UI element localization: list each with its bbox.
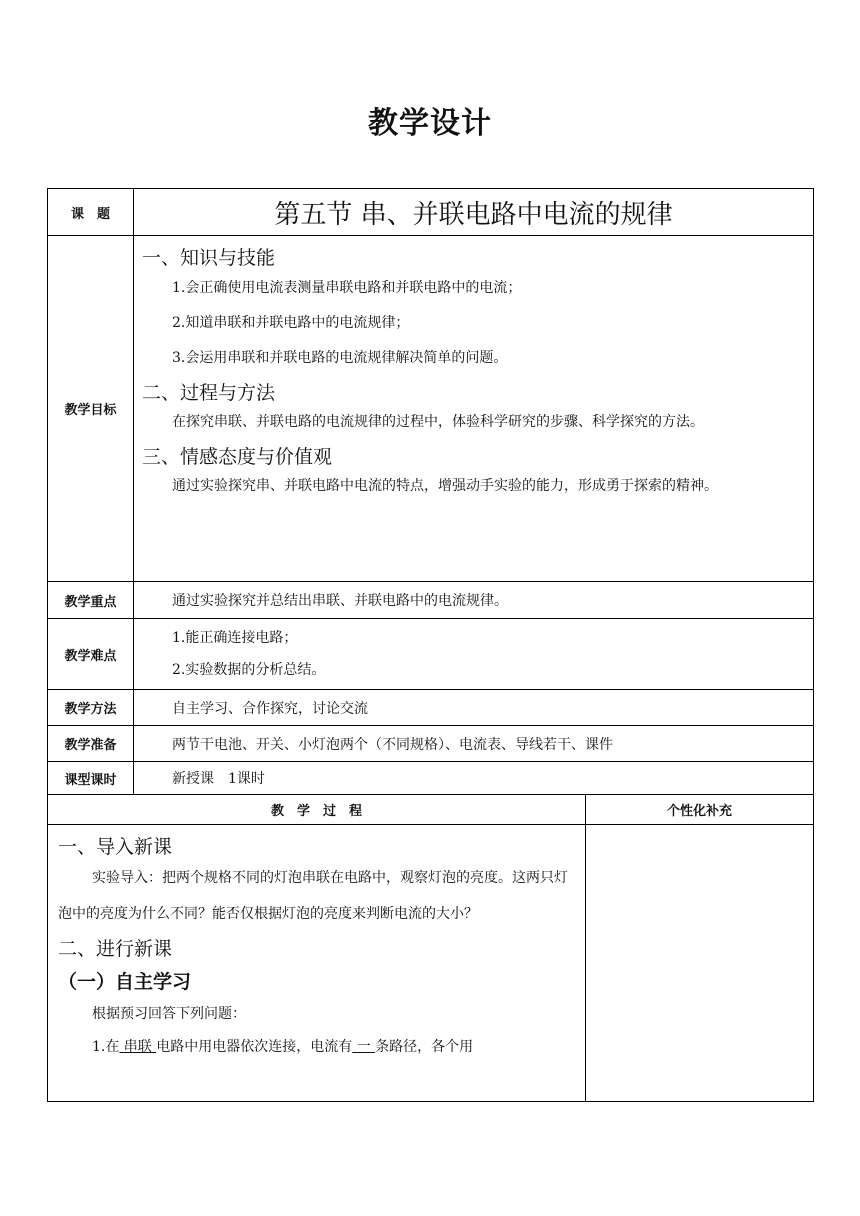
self-study-heading: （一）自主学习: [58, 971, 192, 993]
type-label: 课型课时: [48, 762, 134, 795]
intro-heading: 一、导入新课: [58, 836, 173, 858]
goal-item: 1.会正确使用电流表测量串联电路和并联电路中的电流；: [172, 280, 522, 296]
topic-label: 课 题: [48, 189, 134, 236]
difficulty-item: 1.能正确连接电路；: [172, 630, 298, 646]
goals-heading-knowledge: 一、知识与技能: [142, 247, 276, 269]
key-value: 通过实验探究并总结出串联、并联电路中的电流规律。: [134, 582, 814, 619]
difficulty-cell: [134, 619, 814, 690]
topic-title: 第五节 串、并联电路中电流的规律: [134, 189, 814, 236]
prep-value: 两节干电池、开关、小灯泡两个（不同规格）、电流表、导线若干、课件: [134, 726, 814, 762]
method-label: 教学方法: [48, 690, 134, 726]
page-title: 教学设计: [368, 106, 492, 141]
supplement-header: 个性化补充: [586, 795, 814, 825]
method-value: 自主学习、合作探究，讨论交流: [134, 690, 814, 726]
key-label: 教学重点: [48, 582, 134, 619]
self-study-prompt: 根据预习回答下列问题：: [92, 1006, 246, 1022]
type-value: 新授课 1课时: [134, 762, 814, 795]
difficulty-label: 教学难点: [48, 619, 134, 690]
goal-item: 2.知道串联和并联电路中的电流规律；: [172, 315, 410, 331]
process-table: [47, 794, 814, 1102]
goals-attitude-text: 通过实验探究串、并联电路中电流的特点，增强动手实验的能力，形成勇于探索的精神。: [172, 478, 718, 494]
goals-cell: [134, 236, 814, 582]
new-lesson-heading: 二、进行新课: [58, 938, 173, 960]
goals-label: 教学目标: [48, 236, 134, 582]
intro-text: 实验导入：把两个规格不同的灯泡串联在电路中，观察灯泡的亮度。这两只灯泡中的亮度为什么不同？能否仅根据灯泡的亮度来判断电流的大小？: [58, 870, 568, 922]
question-1: 1.在 串联 电路中用电器依次连接，电流有 一 条路径，各个用: [92, 1039, 474, 1055]
process-header: 教 学 过 程: [48, 795, 586, 825]
process-content: [48, 825, 586, 1102]
difficulty-item: 2.实验数据的分析总结。: [172, 662, 326, 678]
supplement-cell: [586, 825, 814, 1102]
answer-blank: 串联: [119, 1039, 157, 1055]
goal-item: 3.会运用串联和并联电路的电流规律解决简单的问题。: [172, 350, 508, 366]
goals-heading-process: 二、过程与方法: [142, 382, 276, 404]
goals-heading-attitude: 三、情感态度与价值观: [142, 446, 333, 468]
prep-label: 教学准备: [48, 726, 134, 762]
lesson-info-table: [47, 188, 814, 795]
answer-blank: 一: [352, 1039, 376, 1055]
goals-process-text: 在探究串联、并联电路的电流规律的过程中，体验科学研究的步骤、科学探究的方法。: [172, 414, 704, 430]
